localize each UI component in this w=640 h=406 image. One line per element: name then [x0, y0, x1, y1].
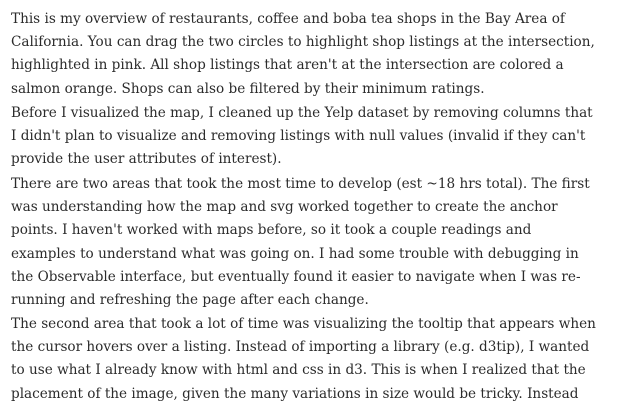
text-line: was understanding how the map and svg worked together to create the anchor: [11, 199, 558, 216]
paragraph-data-cleaning: [11, 102, 593, 172]
text-line: examples to understand what was going on. I had some trouble with debugging in: [11, 245, 579, 262]
text-line: There are two areas that took the most time to develop (est ~18 hrs total). The first: [11, 176, 590, 192]
paragraph-development-time: [11, 173, 590, 312]
text-line: This is my overview of restaurants, coffee and boba tea shops in the Bay Area of: [11, 11, 565, 27]
paragraph-overview: [11, 8, 595, 101]
text-line: placement of the image, given the many variations in size would be tricky. Instead: [11, 385, 579, 402]
text-line: the cursor hovers over a listing. Instead of importing a library (e.g. d3tip), I wanted: [11, 339, 590, 356]
text-line: to use what I already know with html and css in d3. This is when I realized that the: [11, 362, 586, 379]
text-line: points. I haven't worked with maps before, so it took a couple readings and: [11, 222, 532, 239]
text-line: The second area that took a lot of time was visualizing the tooltip that appears when: [11, 316, 596, 332]
text-line: California. You can drag the two circles to highlight shop listings at the intersection,: [11, 34, 595, 51]
text-line: Before I visualized the map, I cleaned up the Yelp dataset by removing columns that: [11, 105, 593, 121]
paragraph-tooltip: [11, 313, 596, 406]
text-line: provide the user attributes of interest).: [11, 151, 282, 168]
text-line: the Observable interface, but eventually found it easier to navigate when I was re-: [11, 268, 581, 285]
text-line: running and refreshing the page after each change.: [11, 292, 369, 309]
text-line: I didn't plan to visualize and removing listings with null values (invalid if they can't: [11, 128, 586, 145]
text-line: salmon orange. Shops can also be filtered by their minimum ratings.: [11, 80, 485, 97]
text-line: highlighted in pink. All shop listings that aren't at the intersection are colored a: [11, 57, 564, 74]
